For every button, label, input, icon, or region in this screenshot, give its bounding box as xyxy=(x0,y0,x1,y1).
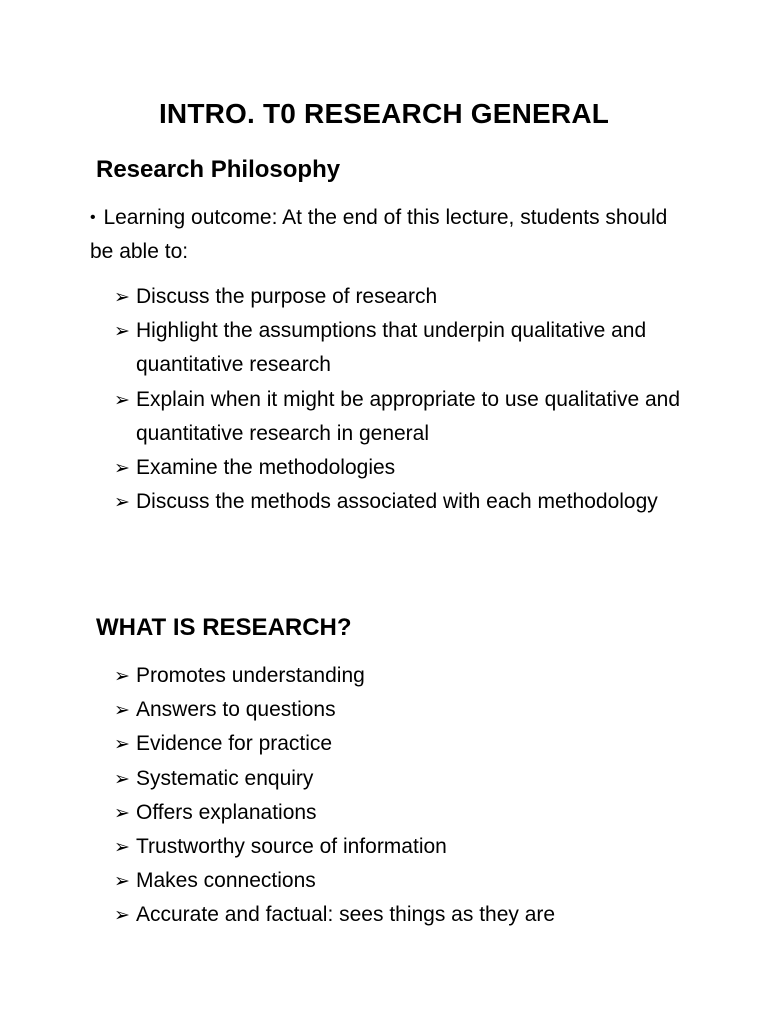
list-item xyxy=(114,280,714,314)
list-item-text: Accurate and factual: sees things as they are xyxy=(136,903,556,927)
list-item xyxy=(114,898,714,932)
arrow-bullet-icon: ➢ xyxy=(114,699,130,722)
list-item-text: Evidence for practice xyxy=(136,732,333,756)
list-item-text: Systematic enquiry xyxy=(136,766,314,790)
arrow-bullet-icon: ➢ xyxy=(114,286,130,308)
list-item xyxy=(114,659,714,693)
arrow-bullet-icon: ➢ xyxy=(114,457,130,480)
list-item-text: Trustworthy source of information xyxy=(136,835,447,859)
list-item xyxy=(114,451,714,485)
list-item xyxy=(114,485,714,519)
bullet-icon: • xyxy=(90,209,96,226)
arrow-bullet-icon: ➢ xyxy=(114,491,130,514)
arrow-bullet-icon: ➢ xyxy=(114,320,130,343)
list-item-text: Highlight the assumptions that underpin qualitative and quantitative research xyxy=(136,319,647,377)
list-item-text: Examine the methodologies xyxy=(136,456,396,480)
learning-outcome-text: Learning outcome: At the end of this lecture, students should be able to: xyxy=(90,206,668,263)
list-item xyxy=(114,864,714,898)
list-item xyxy=(114,383,714,451)
list-item xyxy=(114,796,714,830)
list-item-text: Makes connections xyxy=(136,869,316,893)
list-item-text: Discuss the methods associated with each methodology xyxy=(136,490,658,514)
learning-outcome-paragraph xyxy=(90,201,690,269)
arrow-bullet-icon: ➢ xyxy=(114,836,130,859)
list-item-text: Discuss the purpose of research xyxy=(136,285,438,308)
arrow-bullet-icon: ➢ xyxy=(114,733,130,756)
list-item-text: Promotes understanding xyxy=(136,664,365,687)
section-heading-research-philosophy: Research Philosophy xyxy=(96,156,341,183)
document-title: INTRO. T0 RESEARCH GENERAL xyxy=(158,98,610,129)
learning-outcome-list xyxy=(114,280,714,519)
list-item xyxy=(114,830,714,864)
list-item-text: Answers to questions xyxy=(136,698,336,722)
arrow-bullet-icon: ➢ xyxy=(114,904,130,927)
arrow-bullet-icon: ➢ xyxy=(114,767,130,790)
list-item xyxy=(114,727,714,761)
list-item xyxy=(114,762,714,796)
arrow-bullet-icon: ➢ xyxy=(114,870,130,893)
arrow-bullet-icon: ➢ xyxy=(114,388,130,411)
list-item xyxy=(114,693,714,727)
arrow-bullet-icon: ➢ xyxy=(114,801,130,824)
section-heading-what-is-research: WHAT IS RESEARCH? xyxy=(96,614,352,641)
list-item xyxy=(114,314,714,382)
list-item-text: Offers explanations xyxy=(136,800,317,824)
what-is-research-list xyxy=(114,659,714,933)
list-item-text: Explain when it might be appropriate to use qualitative and quantitative research in general xyxy=(136,387,681,445)
arrow-bullet-icon: ➢ xyxy=(114,665,130,687)
